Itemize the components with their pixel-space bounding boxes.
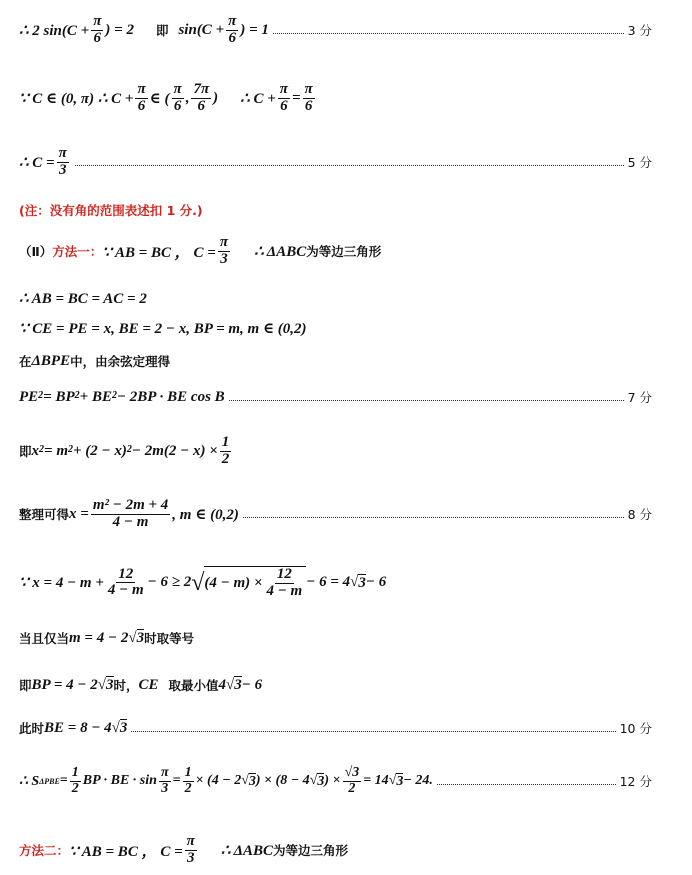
numerator: π	[137, 81, 146, 97]
fraction	[264, 567, 304, 600]
text: ) = 2	[105, 21, 134, 38]
text: ∵ AB = BC ， C =	[102, 244, 216, 261]
text: BP = 4 − 2	[31, 676, 98, 693]
radicand: 3	[248, 773, 256, 789]
numerator: π	[228, 13, 237, 29]
fraction	[91, 14, 103, 47]
text: =	[172, 773, 181, 789]
denominator: 3	[186, 849, 195, 866]
line-10	[19, 435, 652, 468]
line-15	[19, 719, 652, 737]
denominator: 6	[173, 97, 182, 114]
leader-dots	[229, 400, 624, 401]
exponent: 2	[74, 389, 80, 401]
text: 取最小值	[168, 678, 219, 693]
text: ∴ S	[19, 773, 40, 789]
text: x =	[69, 505, 89, 522]
text: 为等边三角形	[306, 244, 382, 260]
numerator: 7π	[193, 81, 210, 97]
exponent: 2	[126, 443, 132, 455]
text: − 24.	[403, 773, 433, 789]
fraction	[135, 82, 147, 115]
text: 时，	[113, 678, 139, 693]
leader-dots	[75, 165, 624, 166]
score: 7 分	[627, 390, 652, 405]
line-1	[19, 14, 652, 47]
text: 中，由余弦定理得	[70, 354, 171, 369]
text: = BP	[43, 388, 75, 405]
text: ∴ C +	[240, 90, 276, 107]
score: 3 分	[627, 23, 652, 39]
leader-dots	[131, 731, 615, 732]
numerator: π	[93, 13, 102, 29]
text: 此时	[19, 721, 45, 736]
fraction	[226, 14, 238, 47]
line-7	[19, 319, 652, 338]
text: (4 − m) ×	[204, 574, 263, 591]
text: × (4 − 2	[195, 773, 242, 789]
fraction	[278, 82, 290, 115]
text: 即	[19, 678, 32, 693]
part-label: （Ⅱ）	[19, 244, 53, 260]
text: )	[213, 89, 219, 106]
text: − 2BP · BE cos B	[116, 388, 225, 405]
sqrt-sign: √	[128, 629, 137, 646]
text: ∈ (	[149, 90, 170, 107]
line-17	[19, 834, 652, 867]
numerator: 1	[71, 765, 79, 780]
numerator: π	[173, 81, 182, 97]
text: ,	[185, 89, 190, 106]
denominator: 6	[280, 97, 288, 114]
denominator: 6	[197, 97, 206, 114]
fraction	[91, 498, 170, 531]
text: BE = 8 − 4	[44, 719, 112, 736]
denominator: 4 − m	[107, 582, 144, 599]
text: 即	[19, 444, 32, 460]
text: 时取等号	[144, 631, 195, 646]
line-3	[19, 146, 652, 179]
fraction	[183, 766, 194, 796]
score: 8 分	[627, 507, 652, 523]
denominator: 6	[228, 29, 236, 46]
fraction	[191, 82, 211, 115]
radicand: 3	[358, 574, 366, 591]
exponent: 2	[67, 443, 73, 455]
denominator: 3	[161, 780, 169, 796]
line-9	[19, 388, 652, 406]
line-16	[19, 766, 652, 796]
line-8	[19, 352, 652, 370]
sqrt-sign: √	[241, 773, 249, 789]
text: ∵ x = 4 − m +	[19, 575, 104, 592]
fraction	[343, 766, 362, 796]
method-label: 方法二：	[19, 843, 70, 859]
text: ΔBPE	[31, 352, 71, 369]
denominator: 4 − m	[112, 513, 149, 530]
text: ∴ AB = BC = AC = 2	[19, 291, 147, 307]
radicand: 3	[119, 720, 128, 736]
exponent: 2	[111, 389, 117, 401]
exponent: 2	[38, 389, 44, 401]
text: CE	[138, 676, 159, 693]
text: = 14	[363, 773, 389, 789]
score: 12 分	[619, 774, 652, 790]
score: 10 分	[619, 721, 652, 736]
text: + (2 − x)	[72, 442, 127, 459]
text: ) × (8 − 4	[255, 773, 310, 789]
text: − 2m(2 − x) ×	[131, 442, 218, 459]
numerator: 12	[118, 565, 134, 582]
text: 整理可得	[19, 507, 70, 523]
sqrt-sign: √	[226, 676, 235, 693]
text: 为等边三角形	[272, 843, 348, 859]
subscript: ΔPBE	[39, 776, 60, 786]
denominator: 4 − m	[266, 582, 303, 599]
text: x	[31, 442, 40, 459]
score: 5 分	[627, 155, 652, 171]
leader-dots	[273, 33, 624, 34]
text: − 6 = 4	[306, 574, 351, 591]
text: 4	[218, 676, 227, 693]
text: ∵ AB = BC ， C =	[69, 843, 183, 860]
leader-dots	[437, 784, 616, 785]
text: − 6	[365, 574, 387, 591]
sqrt-sign: √	[111, 719, 120, 736]
radicand: 3	[317, 773, 325, 789]
radicand: 3	[234, 677, 242, 693]
text: − 6	[241, 676, 263, 693]
exponent: 2	[39, 443, 45, 455]
line-6	[19, 289, 652, 308]
radicand: 3	[106, 677, 114, 693]
text: ∴ 2 sin(C +	[19, 22, 90, 39]
radicand: 3	[396, 773, 404, 789]
text: , m ∈ (0,2)	[172, 506, 239, 523]
denominator: 2	[348, 780, 356, 796]
radicand: 3	[136, 630, 145, 646]
text: ) ×	[324, 773, 341, 789]
line-14	[19, 676, 652, 694]
sqrt-sign: √	[97, 676, 106, 693]
denominator: 6	[93, 29, 102, 46]
denominator: 6	[137, 97, 146, 114]
line-12	[19, 566, 652, 600]
numerator: π	[279, 81, 288, 97]
text: + BE	[79, 388, 112, 405]
text: =	[59, 773, 68, 789]
denominator: 3	[220, 250, 228, 267]
fraction	[159, 766, 171, 796]
text: = m	[44, 442, 68, 459]
denominator: 2	[221, 450, 230, 467]
numerator: m² − 2m + 4	[92, 497, 169, 513]
denominator: 2	[184, 780, 192, 796]
text: PE	[19, 388, 39, 405]
text: 在	[19, 354, 32, 369]
denominator: 6	[304, 97, 313, 114]
text: 即	[155, 23, 169, 39]
text: ) = 1	[240, 21, 269, 38]
text: ∵ C ∈ (0, π) ∴ C +	[19, 90, 134, 107]
line-13	[19, 629, 652, 647]
fraction	[106, 567, 146, 600]
text: sin(C +	[178, 21, 225, 38]
line-5	[19, 235, 652, 268]
numerator: 1	[184, 765, 192, 780]
sqrt-sign: √	[191, 569, 205, 596]
line-11	[19, 498, 652, 531]
note-line	[19, 201, 652, 219]
sqrt-sign: √	[350, 574, 359, 591]
text: ∴ ΔABC	[220, 842, 273, 859]
numerator: π	[160, 765, 169, 780]
numerator: π	[186, 833, 195, 849]
radicand	[204, 566, 306, 600]
text: 当且仅当	[19, 631, 70, 646]
numerator: 1	[221, 434, 230, 450]
fraction	[57, 146, 69, 179]
sqrt-sign: √	[309, 773, 318, 789]
text: =	[291, 89, 301, 106]
numerator: 12	[276, 566, 292, 582]
text: m = 4 − 2	[69, 629, 129, 646]
fraction	[220, 435, 232, 468]
denominator: 3	[58, 161, 67, 178]
leader-dots	[243, 517, 624, 518]
line-2	[19, 82, 652, 115]
method-label: 方法一：	[52, 244, 103, 260]
text: ∵ CE = PE = x, BE = 2 − x, BP = m, m ∈ (0,2)	[19, 321, 307, 337]
fraction	[303, 82, 315, 115]
denominator: 2	[71, 780, 79, 796]
fraction	[185, 834, 197, 867]
numerator: √3	[344, 765, 360, 780]
text: BP · BE · sin	[82, 773, 157, 789]
text: ∴ C =	[19, 154, 55, 171]
text: − 6 ≥ 2	[147, 574, 192, 591]
numerator: π	[304, 81, 313, 97]
text: ∴ ΔABC	[254, 243, 307, 260]
numerator: π	[219, 234, 229, 250]
numerator: π	[58, 145, 67, 161]
fraction	[70, 766, 81, 796]
fraction	[218, 235, 230, 268]
fraction	[172, 82, 184, 115]
sqrt-sign: √	[388, 773, 397, 789]
deduction-note: (注：没有角的范围表述扣 1 分.)	[19, 203, 203, 218]
